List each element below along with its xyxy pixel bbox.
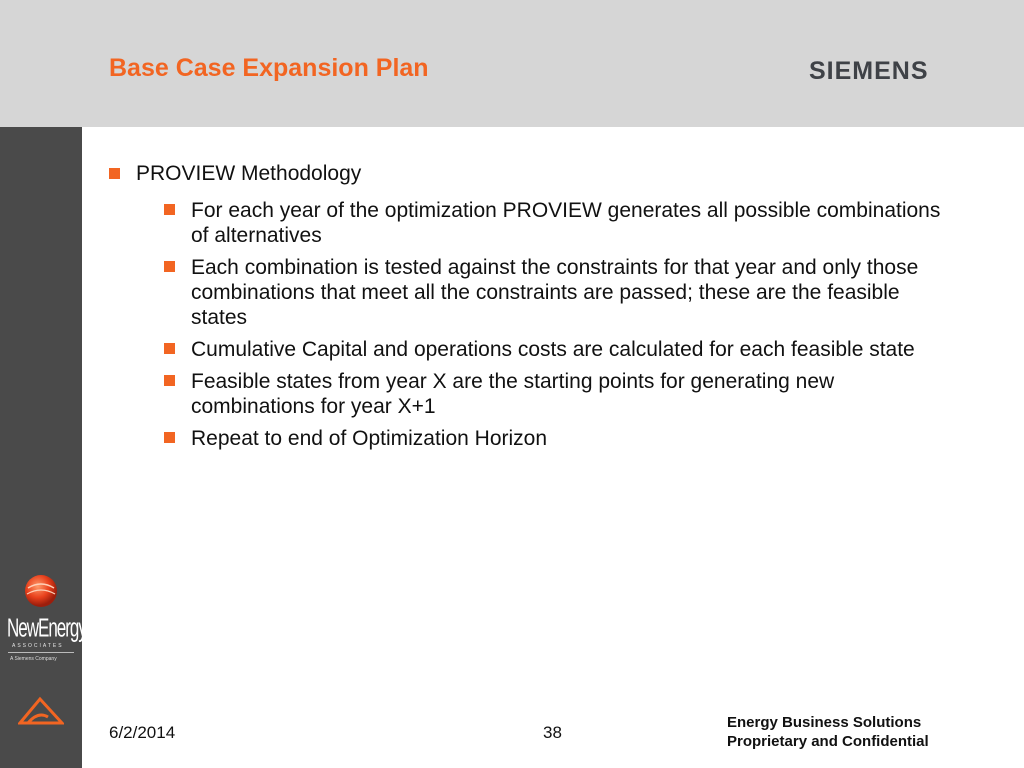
footer-line1: Energy Business Solutions <box>727 714 922 731</box>
sidebar <box>0 127 86 768</box>
square-bullet-icon <box>164 343 175 354</box>
square-bullet-icon <box>164 261 175 272</box>
bullet-level2 <box>164 255 951 330</box>
square-bullet-icon <box>164 375 175 386</box>
bullet-level2 <box>164 426 951 451</box>
delta-logo-icon <box>18 693 64 729</box>
newenergy-logo-sub: ASSOCIATES <box>12 643 64 649</box>
square-bullet-icon <box>109 168 120 179</box>
bullet-text: Repeat to end of Optimization Horizon <box>191 427 548 450</box>
footer-date: 6/2/2014 <box>109 723 176 742</box>
newenergy-logo-tagline: A Siemens Company <box>10 656 57 662</box>
newenergy-logo-name: NewEnergy <box>7 614 86 643</box>
footer-confidential <box>727 713 929 751</box>
bullet-level2 <box>164 369 951 419</box>
bullet-text: Each combination is tested against the constraints for that year and only those combinations that meet all the constraints are passed; these are the feasible states <box>191 256 919 329</box>
bullet-level2 <box>164 337 951 362</box>
slide-content <box>109 160 989 458</box>
page-number: 38 <box>543 723 562 742</box>
slide-title: Base Case Expansion Plan <box>109 54 429 82</box>
bullet-text: PROVIEW Methodology <box>136 162 362 185</box>
bullet-text: Feasible states from year X are the starting points for generating new combinations for year X+1 <box>191 370 835 418</box>
logo-divider <box>8 652 74 653</box>
siemens-logo: SIEMENS <box>809 57 929 85</box>
bullet-level1 <box>109 160 989 188</box>
square-bullet-icon <box>164 204 175 215</box>
square-bullet-icon <box>164 432 175 443</box>
bullet-text: Cumulative Capital and operations costs are calculated for each feasible state <box>191 338 915 361</box>
bullet-level2 <box>164 198 951 248</box>
footer-line2: Proprietary and Confidential <box>727 733 929 750</box>
bullet-text: For each year of the optimization PROVIEW generates all possible combinations of alternatives <box>191 199 941 247</box>
